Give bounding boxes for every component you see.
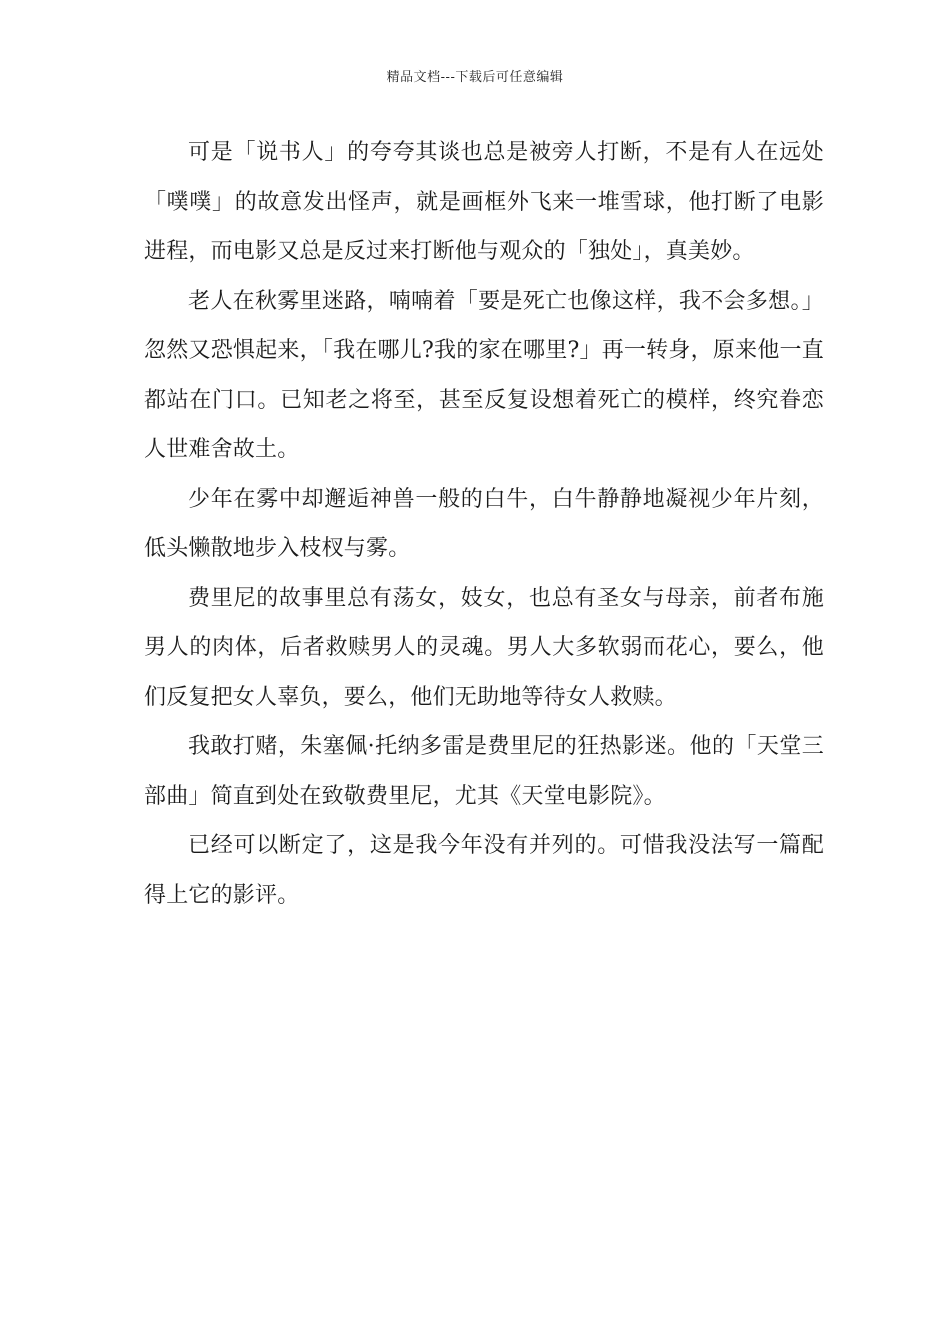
paragraph: 费里尼的故事里总有荡女，妓女，也总有圣女与母亲，前者布施男人的肉体，后者救赎男人的灵魂。男人大多软弱而花心，要么，他们反复把女人辜负，要么，他们无助地等待女人救赎。	[144, 585, 824, 710]
paragraph: 我敢打赌，朱塞佩·托纳多雷是费里尼的狂热影迷。他的「天堂三部曲」简直到处在致敬费里尼，尤其《天堂电影院》。	[144, 734, 824, 809]
page-header: 精品文档---下载后可任意编辑	[386, 70, 564, 85]
document-body	[144, 128, 824, 920]
paragraph: 已经可以断定了，这是我今年没有并列的。可惜我没法写一篇配得上它的影评。	[144, 833, 824, 908]
paragraph: 老人在秋雾里迷路，喃喃着「要是死亡也像这样，我不会多想。」忽然又恐惧起来，「我在哪儿?我的家在哪里?」再一转身，原来他一直都站在门口。已知老之将至，甚至反复设想着死亡的模样，终究眷恋人世难舍故土。	[144, 288, 824, 462]
paragraph: 可是「说书人」的夸夸其谈也总是被旁人打断，不是有人在远处「噗噗」的故意发出怪声，就是画框外飞来一堆雪球，他打断了电影进程，而电影又总是反过来打断他与观众的「独处」，真美妙。	[144, 140, 824, 264]
paragraph: 少年在雾中却邂逅神兽一般的白牛，白牛静静地凝视少年片刻，低头懒散地步入枝杈与雾。	[144, 486, 824, 561]
